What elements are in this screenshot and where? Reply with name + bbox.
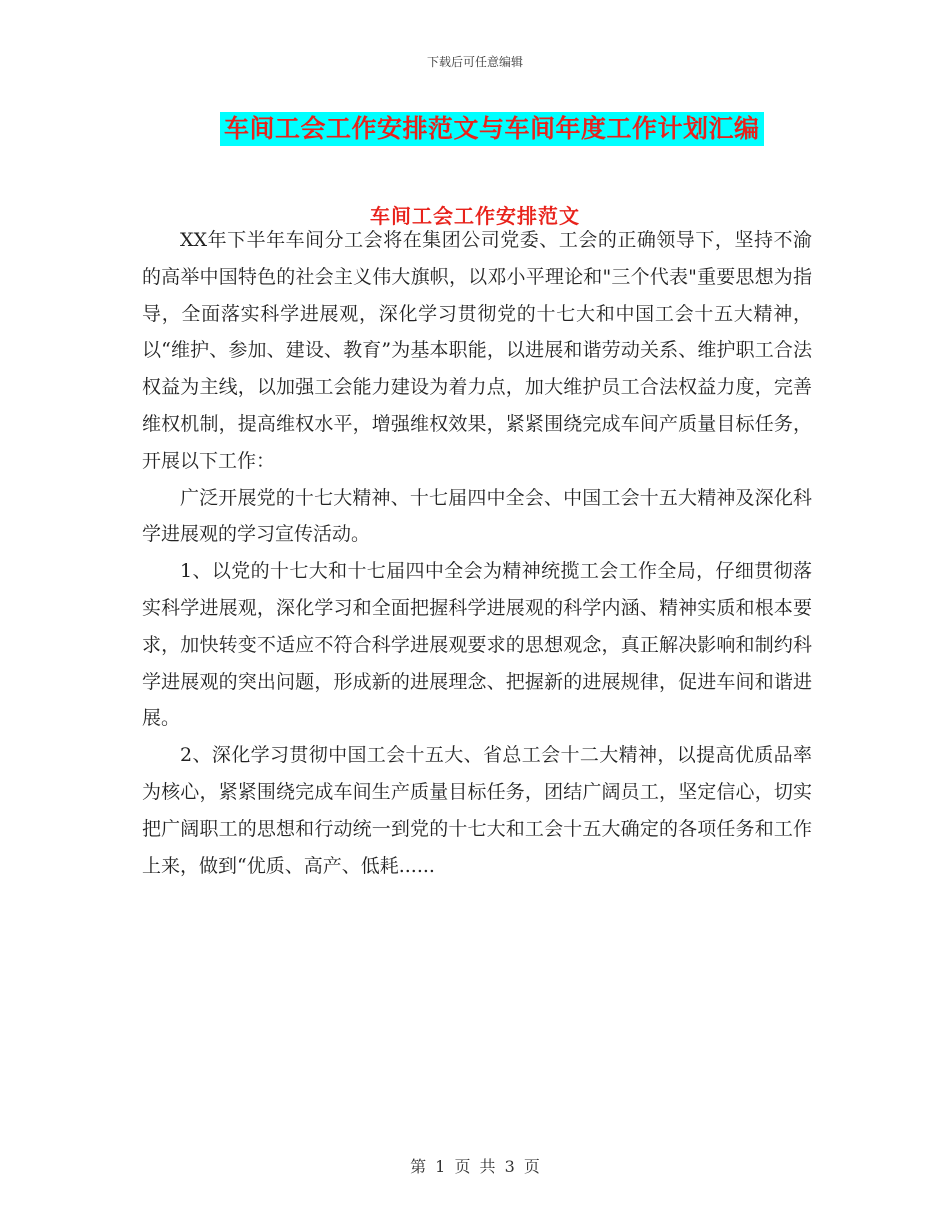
body-paragraph-4: 2、深化学习贯彻中国工会十五大、省总工会十二大精神，以提高优质品率为核心，紧紧围绕完成车间生产质量目标任务，团结广阔员工，坚定信心，切实把广阔职工的思想和行动统一到党的十七大和工会十五大确定的各项任务和工作上来，做到“优质、高产、低耗...... — [142, 744, 812, 877]
section-title: 车间工会工作安排范文 — [370, 204, 580, 228]
body-paragraph-1: XX年下半年车间分工会将在集团公司党委、工会的正确领导下，坚持不渝的高举中国特色的社会主义伟大旗帜，以邓小平理论和"三个代表"重要思想为指导，全面落实科学进展观，深化学习贯彻党的十七大和中国工会十五大精神，以“维护、参加、建设、教育”为基本职能，以进展和谐劳动关系、维护职工合法权益为主线，以加强工会能力建设为着力点，加大维护员工合法权益力度，完善维权机制，提高维权水平，增强维权效果，紧紧围绕完成车间产质量目标任务，开展以下工作： — [142, 229, 812, 472]
document-body — [142, 222, 812, 884]
document-main-title: 车间工会工作安排范文与车间年度工作计划汇编 — [220, 112, 764, 146]
page-number-footer: 第 1 页 共 3 页 — [410, 1157, 540, 1176]
body-paragraph-2: 广泛开展党的十七大精神、十七届四中全会、中国工会十五大精神及深化科学进展观的学习宣传活动。 — [142, 486, 812, 546]
header-note: 下载后可任意编辑 — [426, 55, 523, 69]
body-paragraph-3: 1、以党的十七大和十七届四中全会为精神统揽工会工作全局，仔细贯彻落实科学进展观，深化学习和全面把握科学进展观的科学内涵、精神实质和根本要求，加快转变不适应不符合科学进展观要求的思想观念，真正解决影响和制约科学进展观的突出问题，形成新的进展理念、把握新的进展规律，促进车间和谐进展。 — [142, 560, 812, 730]
